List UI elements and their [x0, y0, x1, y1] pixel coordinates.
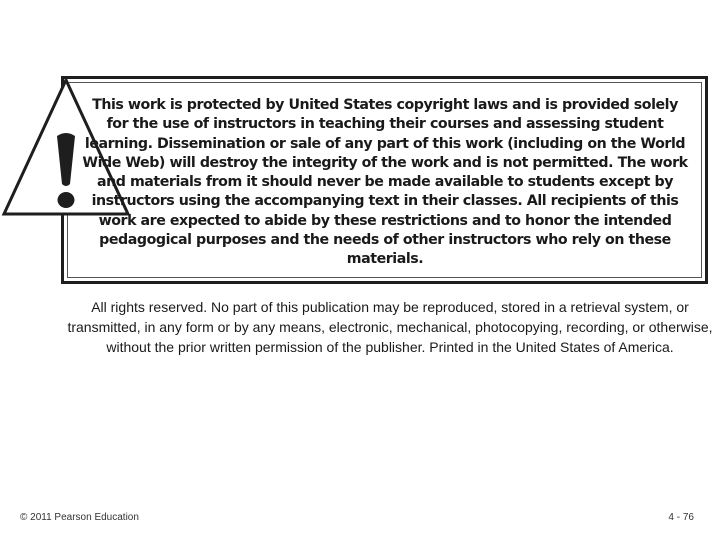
rights-reserved-text: All rights reserved. No part of this publication may be reproduced, stored in a retrieval system, or transmitted, in any form or by any means, electronic, mechanical, photocopying, recording, or otherwise, without the prior written permission of the publisher. Printed in the United States of America. [67, 299, 713, 355]
copyright-notice-text: This work is protected by United States copyright laws and is provided solely for the use of instructors in teaching their courses and assessing student learning. Dissemination or sale of any part of this work (including on the World Wide Web) will destroy the integrity of the work and is not permitted. The work and materials from it should never be made available to students except by instructors using the accompanying text in their classes. All recipients of this work are expected to abide by these restrictions and to honor the intended pedagogical purposes and the needs of other instructors who rely on these materials. [82, 97, 688, 268]
footer-page-number: 4 - 76 [668, 512, 694, 523]
footer-copyright: © 2011 Pearson Education [20, 512, 139, 523]
